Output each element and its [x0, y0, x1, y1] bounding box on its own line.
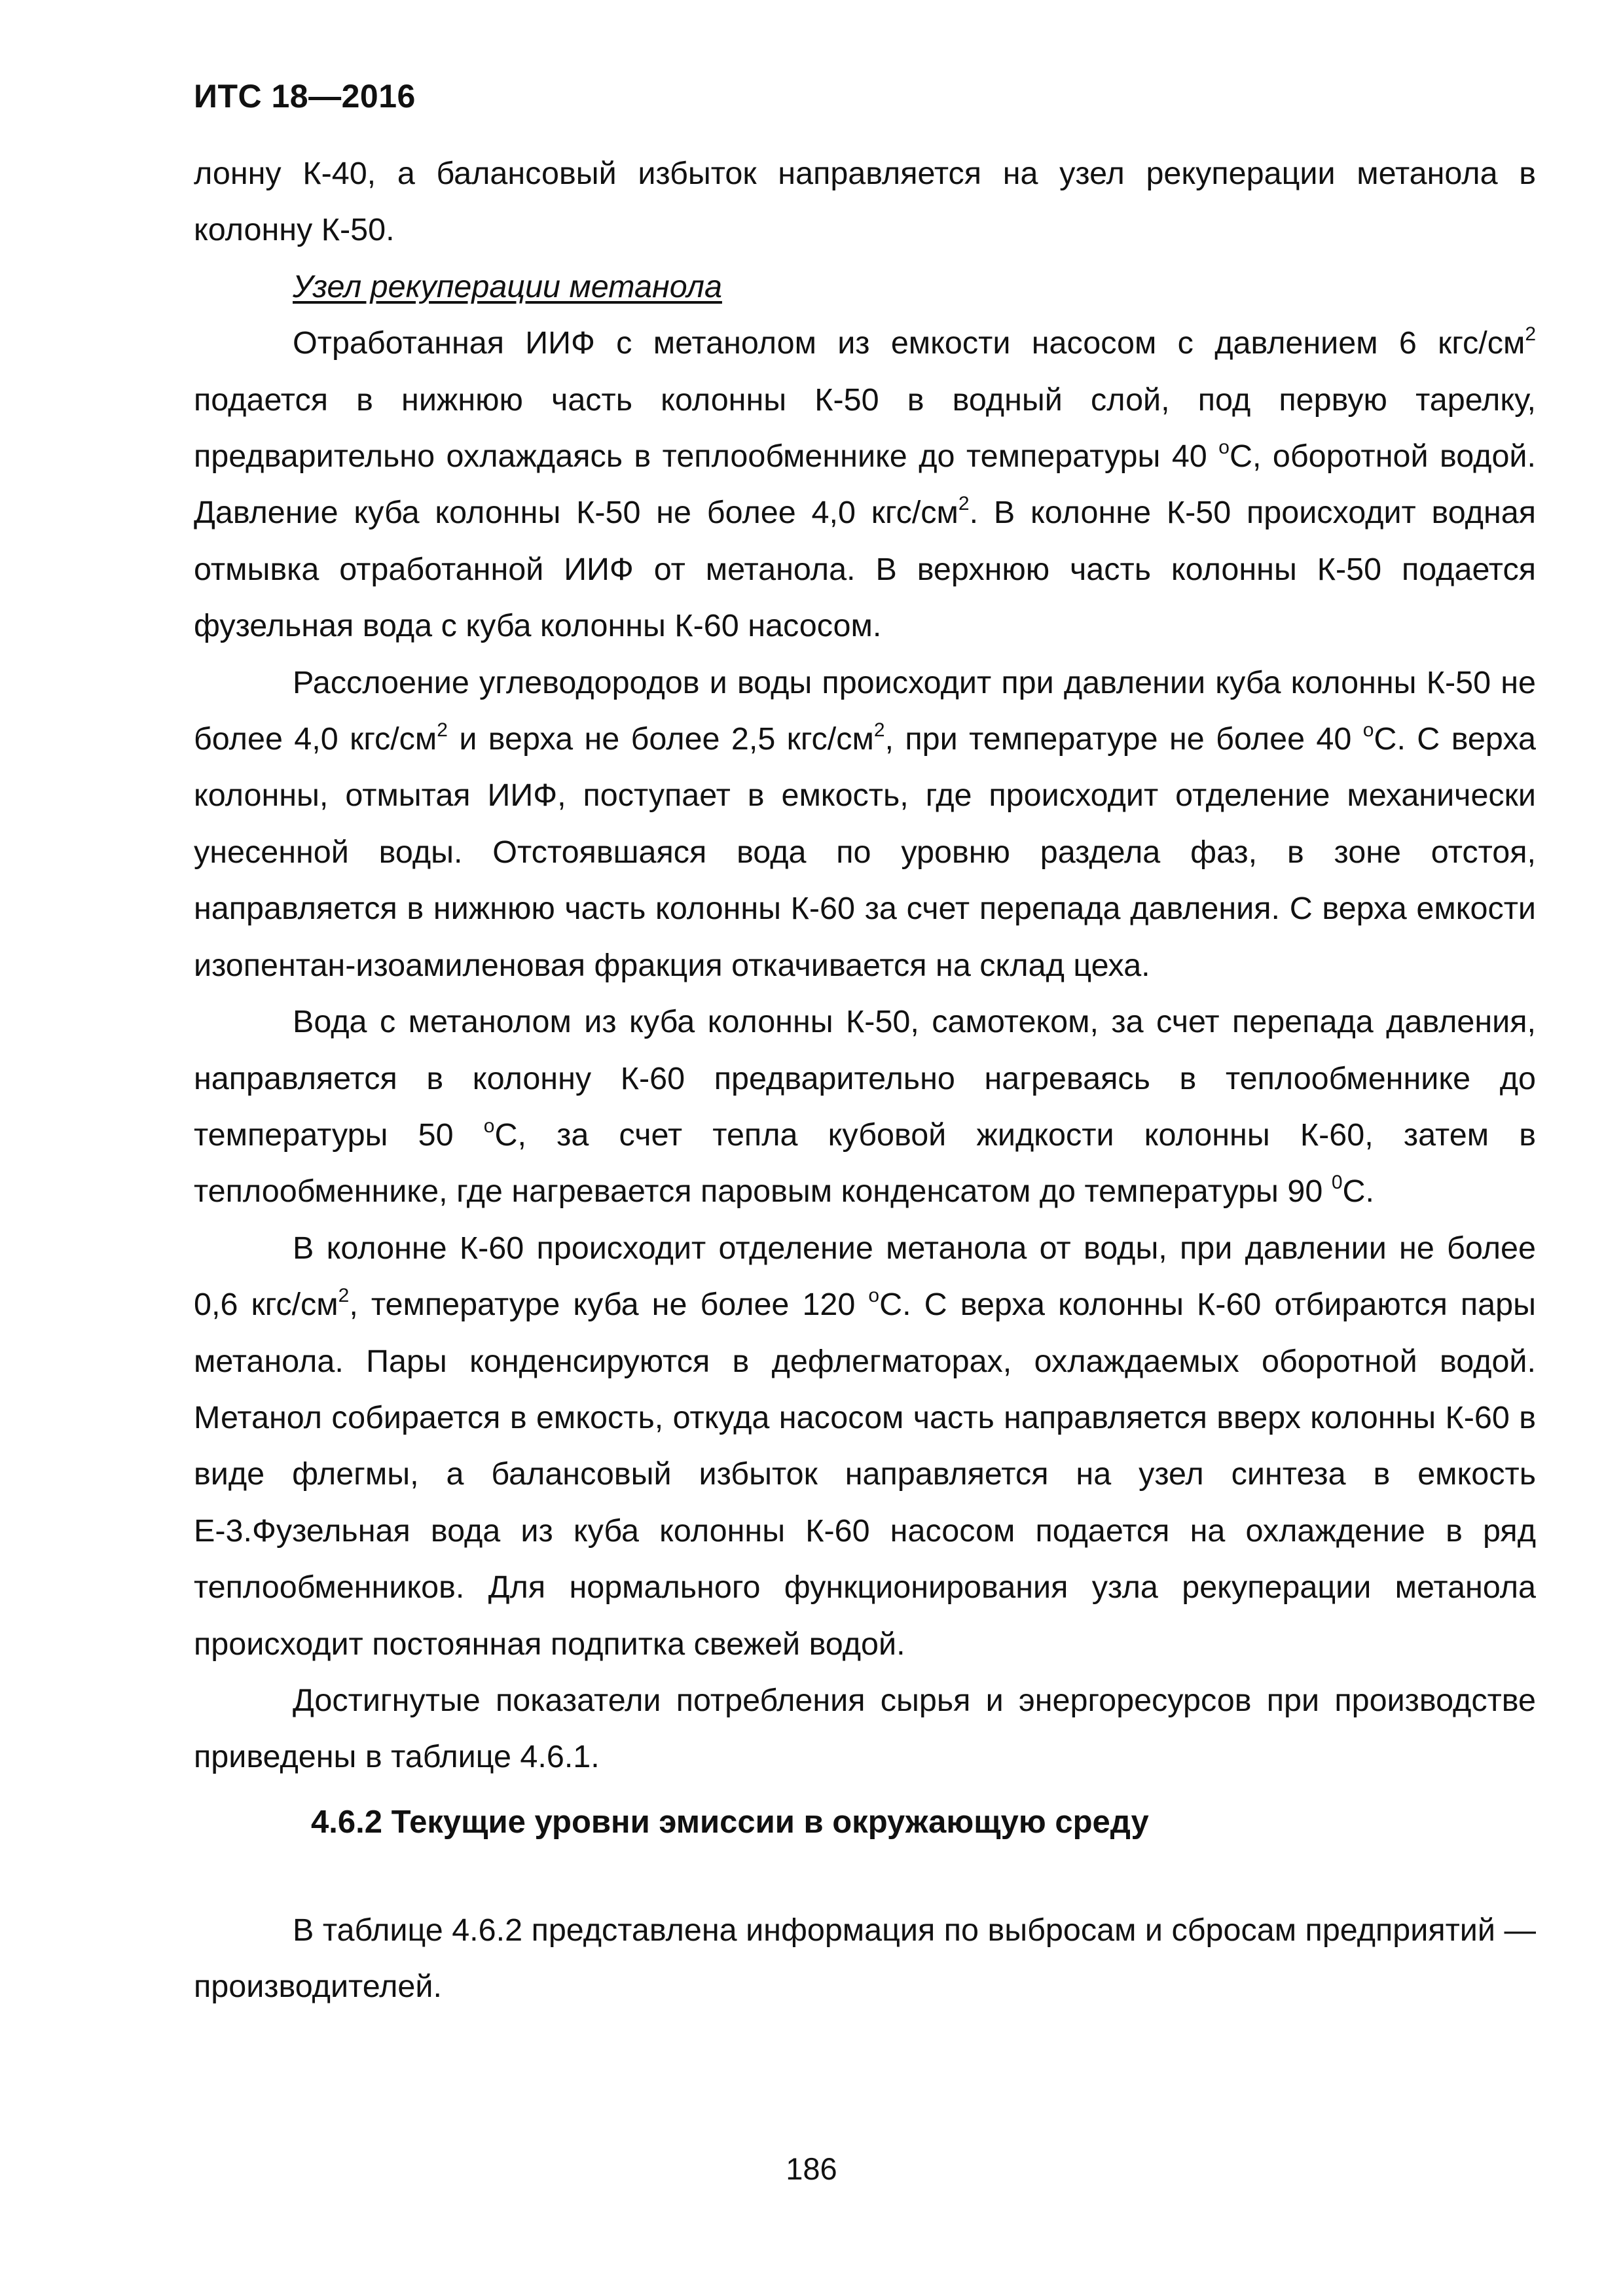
p1-text-a: Отработанная ИИФ с метанолом из емкости насосом с давлением 6 кгс/см [293, 325, 1525, 361]
paragraph-4 [194, 1220, 1536, 1672]
p2-sup-1: 2 [437, 719, 448, 742]
p1-text-d: . В колонне К-50 происходит водная отмывка отработанной ИИФ от метанола. В верхнюю часть колонны К-50 подается фузельная вода с куба колонны К-60 насосом. [194, 495, 1536, 644]
p1-sup-2: о [1218, 437, 1230, 459]
p1-sup-1: 2 [1525, 323, 1536, 346]
p4-text-a: В колонне К-60 происходит отделение метанола от воды, при давлении не более 0,6 кгс/см [194, 1230, 1536, 1323]
paragraph-5: Достигнутые показатели потребления сырья и энергоресурсов при производстве приведены в таблице 4.6.1. [194, 1682, 1536, 1775]
p4-sup-1: 2 [338, 1285, 350, 1307]
page-number: 186 [786, 2151, 837, 2186]
p3-text-c: С. [1342, 1174, 1374, 1210]
p3-text-a: Вода с метанолом из куба колонны К-50, самотеком, за счет перепада давления, направляется в колонну К-60 предварительно нагреваясь в теплообменнике до температуры 50 [194, 1004, 1536, 1153]
p3-text-b: С, за счет тепла кубовой жидкости колонны К-60, затем в теплообменнике, где нагревается паровым конденсатом до температуры 90 [194, 1117, 1537, 1210]
document-header: ИТС 18—2016 [194, 78, 416, 115]
p2-sup-3: о [1362, 719, 1374, 742]
paragraph-continuation: лонну К-40, а балансовый избыток направляется на узел рекуперации метанола в колонну К-50. [194, 156, 1536, 248]
p3-sup-2: 0 [1331, 1172, 1343, 1194]
paragraph-3 [194, 994, 1536, 1220]
body-text [194, 145, 1536, 1785]
p4-sup-2: о [868, 1285, 880, 1307]
paragraph-1 [194, 315, 1536, 654]
p3-sup-1: о [483, 1115, 495, 1137]
p1-sup-3: 2 [958, 493, 970, 515]
section-heading: 4.6.2 Текущие уровни эмиссии в окружающую среду [311, 1804, 1149, 1840]
p4-text-c: С. С верха колонны К-60 отбираются пары метанола. Пары конденсируются в дефлегматорах, охлаждаемых оборотной водой. Метанол собирается в емкость, откуда насосом часть направляется вверх колонны К-60 в виде флегмы, а балансовый избыток направляется на узел синтеза в емкость Е-3.Фузельная вода из куба колонны К-60 насосом подается на охлаждение в ряд теплообменников. Для нормального функционирования узла рекуперации метанола происходит постоянная подпитка свежей водой. [194, 1287, 1536, 1662]
p2-text-b: и верха не более 2,5 кгс/см [447, 721, 874, 757]
p2-text-d: С. С верха колонны, отмытая ИИФ, поступает в емкость, где происходит отделение механически унесенной воды. Отстоявшаяся вода по уровню раздела фаз, в зоне отстоя, направляется в нижнюю часть колонны К-60 за счет перепада давления. С верха емкости изопентан-изоамиленовая фракция откачивается на склад цеха. [194, 721, 1536, 983]
section-paragraph: В таблице 4.6.2 представлена информация по выбросам и сбросам предприятий — производителей. [194, 1912, 1536, 2005]
p1-text-c: С, оборотной водой. Давление куба колонны К-50 не более 4,0 кгс/см [194, 439, 1536, 531]
subsection-title: Узел рекуперации метанола [293, 268, 722, 304]
p4-text-b: , температуре куба не более 120 [349, 1287, 869, 1323]
p2-text-c: , при температуре не более 40 [884, 721, 1363, 757]
paragraph-2 [194, 655, 1536, 994]
p2-text-a: Расслоение углеводородов и воды происходит при давлении куба колонны К-50 не более 4,0 кгс/см [194, 664, 1536, 757]
p1-text-b: подается в нижнюю часть колонны К-50 в водный слой, под первую тарелку, предварительно охлаждаясь в теплообменнике до температуры 40 [194, 382, 1536, 475]
p2-sup-2: 2 [873, 719, 885, 742]
